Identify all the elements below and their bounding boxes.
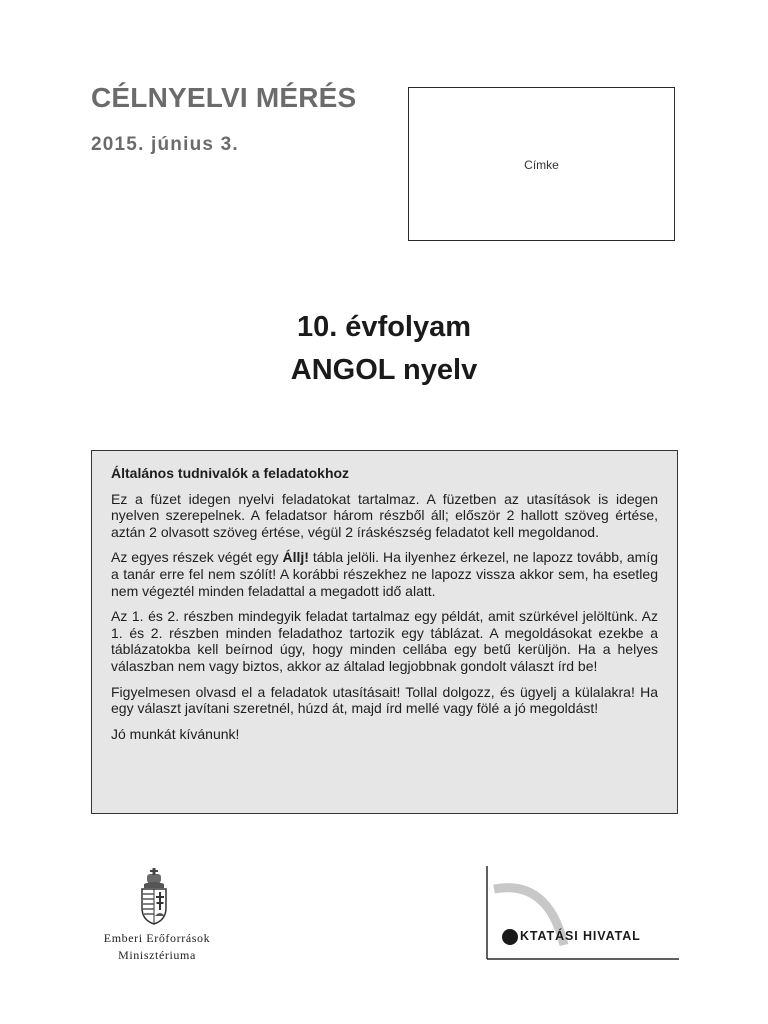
label-box xyxy=(408,87,675,241)
education-office-logo xyxy=(486,866,680,960)
ministry-logo xyxy=(88,868,228,968)
subject-language: ANGOL xyxy=(290,354,395,386)
instructions-heading: Általános tudnivalók a feladatokhoz xyxy=(111,465,350,481)
instructions-box xyxy=(91,450,678,814)
instructions-paragraph: Figyelmesen olvasd el a feladatok utasításait! Tollal dolgozz, és ügyelj a külalakra! Ha egy választ javítani szeretnél, húzd át, majd írd mellé vagy fölé a jó megoldást! xyxy=(111,683,658,717)
office-name: KTATÁSI HIVATAL xyxy=(520,929,641,943)
grade-title: 10. évfolyam xyxy=(296,311,472,343)
coat-of-arms-icon xyxy=(137,868,171,926)
document-date: 2015. június 3. xyxy=(91,134,239,155)
closing-wish: Jó munkát kívánunk! xyxy=(111,725,240,742)
subject-suffix: nyelv xyxy=(394,354,478,386)
instructions-text: tábla jelöli. Ha ilyenhez érkezel, ne lapozz tovább, amíg a tanár erre fel nem szólít! A korábbi részekhez ne lapozz vissza akkor sem, ha esetleg nem végeztél minden feladattal a megadott idő alatt. xyxy=(111,549,658,599)
ministry-name-line2: Minisztériuma xyxy=(118,948,196,962)
instructions-paragraph xyxy=(111,549,658,599)
label-box-text: Címke xyxy=(524,158,559,172)
subject-title xyxy=(0,354,768,387)
office-logo-arc-icon xyxy=(486,866,680,960)
document-title: CÉLNYELVI MÉRÉS xyxy=(91,82,357,113)
instructions-paragraph: Az 1. és 2. részben mindegyik feladat tartalmaz egy példát, amit szürkével jelöltünk. Az 1. és 2. részben minden feladathoz tartozik egy táblázat. A megoldásokat ezekbe a táblázatokba kell beírnod úgy, hogy minden cellába egy betű kerüljön. Ha a helyes válaszban nem vagy biztos, akkor az általad legjobbnak gondolt választ írd be! xyxy=(111,608,658,674)
stop-sign-word: Állj! xyxy=(282,549,309,566)
instructions-text: Az egyes részek végét egy xyxy=(111,549,283,566)
instructions-paragraph: Ez a füzet idegen nyelvi feladatokat tartalmaz. A füzetben az utasítások is idegen nyelven szerepelnek. A feladatsor három részből áll; először 2 hallott szöveg értése, aztán 2 olvasott szöveg értése, végül 2 íráskészség feladatot kell megoldanod. xyxy=(111,490,658,540)
ministry-name-line1: Emberi Erőforrások xyxy=(103,931,211,945)
